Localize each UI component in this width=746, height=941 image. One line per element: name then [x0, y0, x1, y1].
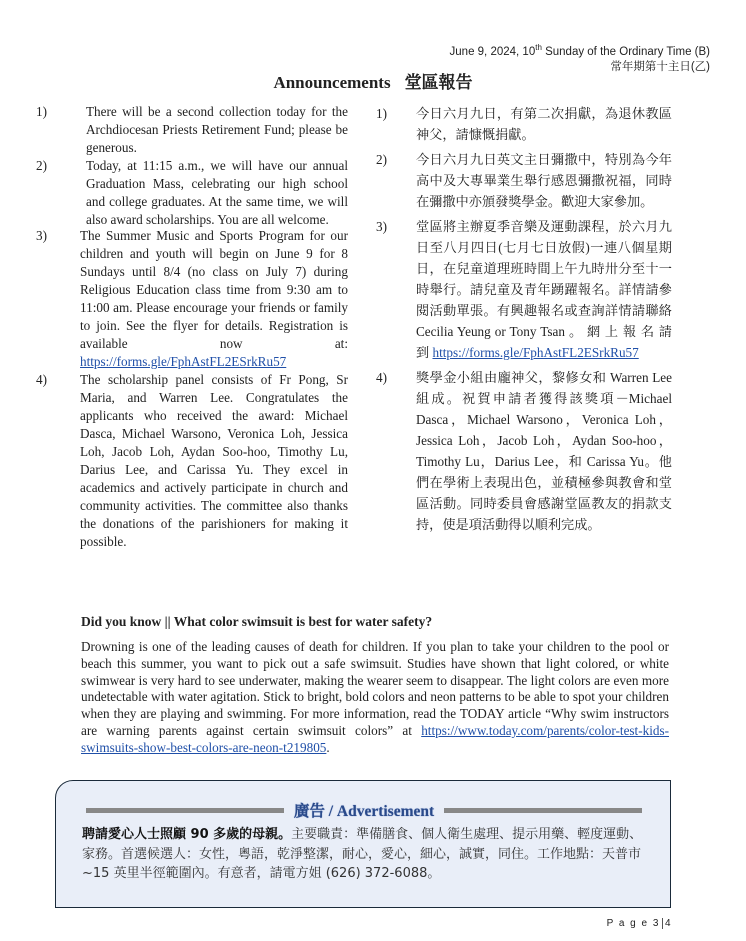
page-separator — [662, 918, 663, 929]
page-total: 4 — [664, 918, 672, 929]
title-english: Announcements — [273, 73, 391, 92]
registration-link[interactable]: https://forms.gle/FphAstFL2ESrkRu57 — [80, 354, 287, 369]
date-english: June 9, 2024, 10th Sunday of the Ordinary Time (B) — [449, 43, 710, 58]
item-number: 3) — [36, 228, 47, 243]
did-you-know-body — [81, 639, 669, 757]
title-chinese: 堂區報告 — [404, 73, 473, 92]
chinese-item-4 — [376, 367, 672, 535]
english-item-4 — [36, 371, 348, 551]
item-text: There will be a second collection today for the Archdiocesan Priests Retirement Fund; please be generous. — [86, 104, 348, 155]
divider-right — [444, 808, 642, 813]
advertisement-title: 廣告 / Advertisement — [293, 803, 435, 820]
item-text: 今日六月九日英文主日彌撒中，特別為今年高中及大專畢業生舉行感恩彌撒祝福，同時在彌撒中亦頒發獎學金。歡迎大家參加。 — [416, 152, 672, 209]
divider-left — [86, 808, 284, 813]
did-you-know-end: . — [326, 739, 330, 755]
chinese-announcements — [376, 103, 672, 535]
item-text: 獎學金小組由龐神父，黎修女和 Warren Lee 組成。祝賀申請者獲得該獎項－Michael Dasca，Michael Warsono，Veronica Loh，Jessica Loh，Jacob Loh，Aydan Soo-hoo，Timothy Lu，Darius Lee，和 Carissa Yu。他們在學術上表現出色，並積極參與教會和堂區活動。同時委員會感謝堂區教友的捐款支持，使是項活動得以順利完成。 — [416, 370, 672, 532]
advertisement-header — [86, 799, 642, 821]
english-item-3 — [36, 227, 348, 371]
item-text: 堂區將主辦夏季音樂及運動課程，於六月九日至八月四日(七月七日放假)一連八個星期日，在兒童道理班時間上午九時卅分至十一時舉行。請兒童及青年踴躍報名。詳情請參閱活動單張。有興趣報名或查詢詳情請聯絡 Cecilia Yeung or Tony Tsan 。 網 上 報 名 請 到 — [416, 219, 672, 360]
item-text: The scholarship panel consists of Fr Pong, Sr Maria, and Warren Lee. Congratulates the applicants who received the award: Michael Dasca, Michael Warsono, Veronica Loh, Jessica Loh, Jacob Loh, Aydan Soo-hoo, Timothy Lu, Darius Lee, and Carissa Yu. They excel in academics and actively participate in church and community activities. The committee also thanks the donations of the parishioners for making it possible. — [80, 372, 348, 549]
did-you-know-text: Drowning is one of the leading causes of death for children. If you plan to take your children to the pool or beach this summer, you want to pick out a safe swimsuit. Studies have shown that light colored, or white swimwear is very hard to see underwater, making the wearer seem to disappear. The light colors are even more undetectable with water agitation. Stick to bright, bold colors and neon patterns to be able to spot your children when they are playing and swimming. For more information, read the TODAY article “Why swim instructors are warning parents against certain swimsuit colors” at — [81, 639, 669, 738]
item-text-wrap — [416, 216, 672, 363]
page-number — [607, 918, 672, 929]
item-number: 2) — [36, 158, 47, 173]
item-number: 4) — [376, 370, 387, 385]
item-text: The Summer Music and Sports Program for our children and youth will begin on June 9 for 8 Sundays until 8/4 (no class on July 7) during Religious Education class time from 9:30 am to 11:00 am. Please encourage your friends or family to join. See the flyer for details. Registration is available now at: — [80, 228, 348, 351]
item-number: 3) — [376, 219, 387, 234]
item-number: 2) — [376, 152, 387, 167]
item-number: 4) — [36, 372, 47, 387]
page-title — [0, 68, 746, 93]
advertisement-body — [82, 825, 648, 884]
item-number: 1) — [36, 104, 47, 119]
item-number: 1) — [376, 106, 387, 121]
chinese-item-2 — [376, 149, 672, 212]
did-you-know-title: Did you know || What color swimsuit is best for water safety? — [81, 614, 433, 629]
english-item-2 — [36, 157, 348, 229]
item-text: Today, at 11:15 a.m., we will have our annual Graduation Mass, celebrating our high school and college graduates. At the same time, we will also award scholarships. You are all welcome. — [86, 158, 348, 227]
advertisement-box — [55, 780, 671, 908]
advertisement-text: 主要職責：準備膳食、個人衛生處理、提示用藥、輕度運動、家務。首選候選人：女性，粵語，乾淨整潔，耐心，愛心，細心，誠實，同住。工作地點：天普市 ~15 英里半徑範圍內。有意者，請電方姐 (626) 372-6088。 — [82, 827, 643, 881]
english-announcements — [36, 103, 348, 551]
item-text: 今日六月九日，有第二次捐獻，為退休教區神父，請慷慨捐獻。 — [416, 106, 672, 142]
item-text-wrap — [80, 227, 348, 371]
page-current: 3 — [652, 918, 660, 929]
chinese-item-3 — [376, 216, 672, 363]
today-article-link[interactable]: https://www.today.com/parents/color-test-kids-swimsuits-show-best-colors-are-neon-t219805 — [81, 722, 669, 755]
registration-link[interactable]: https://forms.gle/FphAstFL2ESrkRu57 — [432, 345, 639, 360]
page-label: P a g e — [606, 918, 649, 929]
english-item-1 — [36, 103, 348, 157]
chinese-item-1 — [376, 103, 672, 145]
advertisement-headline: 聘請愛心人士照顧 90 多歲的母親。 — [82, 827, 292, 842]
date-chinese: 常年期第十主日(乙) — [610, 60, 710, 73]
